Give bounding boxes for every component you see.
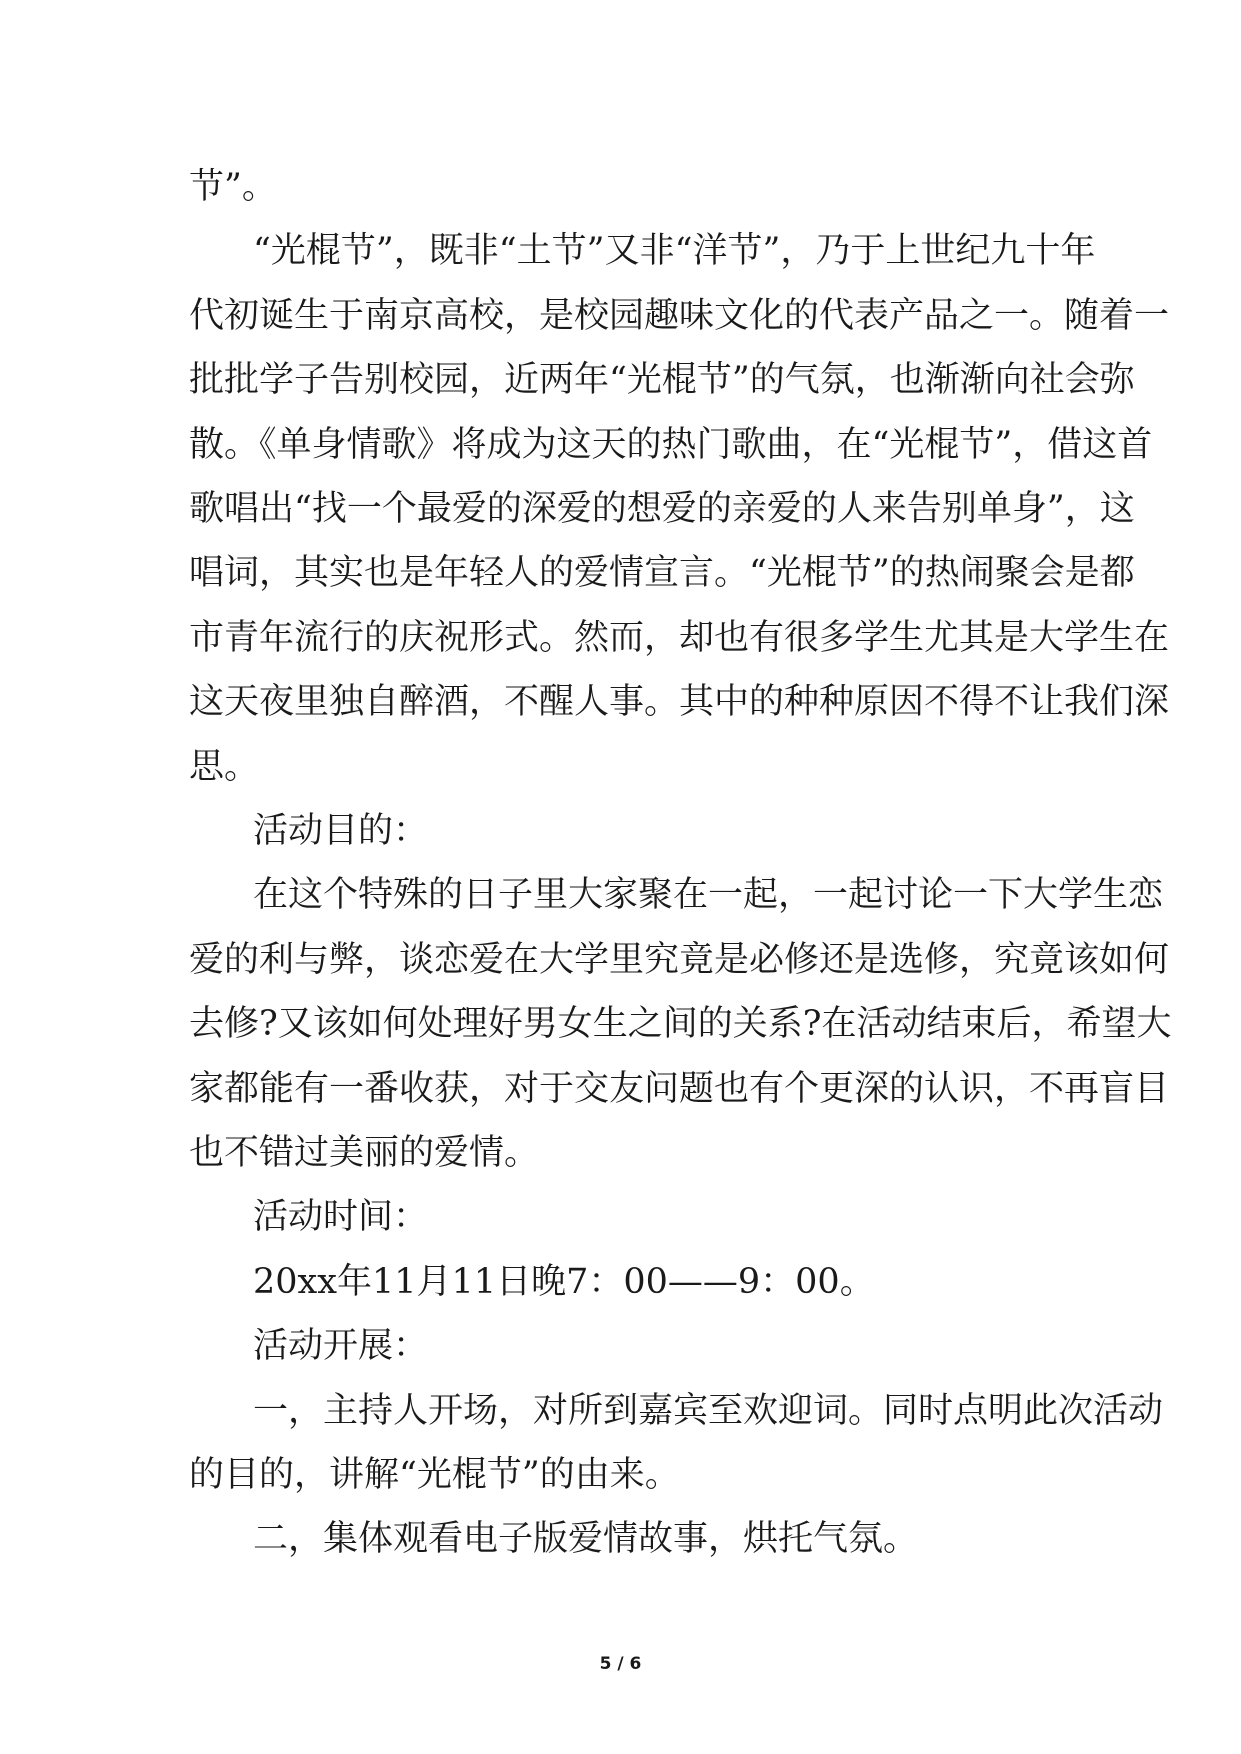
text-line: 唱词，其实也是年轻人的爱情宣言。“光棍节”的热闹聚会是都 [189,553,1135,593]
text-line: 在这个特殊的日子里大家聚在一起，一起讨论一下大学生恋 [253,875,1164,915]
text-line: 一，主持人开场，对所到嘉宾至欢迎词。同时点明此次活动 [253,1391,1164,1431]
text-line: 代初诞生于南京高校，是校园趣味文化的代表产品之一。随着一 [189,296,1170,336]
text-line: 20xx年11月11日晚7：00——9：00。 [253,1262,875,1302]
text-line: “光棍节”，既非“土节”又非“洋节”，乃于上世纪九十年 [253,231,1096,271]
page-number: 5 / 6 [599,1654,642,1674]
text-line: 思。 [189,747,260,787]
text-line: 爱的利与弊，谈恋爱在大学里究竟是必修还是选修，究竟该如何 [189,940,1170,980]
text-line: 歌唱出“找一个最爱的深爱的想爱的亲爱的人来告别单身”，这 [189,489,1135,529]
text-line: 批批学子告别校园，近两年“光棍节”的气氛，也渐渐向社会弥 [189,360,1135,400]
text-line: 二，集体观看电子版爱情故事，烘托气氛。 [253,1519,919,1559]
text-line: 这天夜里独自醉酒，不醒人事。其中的种种原因不得不让我们深 [189,682,1170,722]
section-heading: 活动时间： [253,1197,429,1237]
text-line: 市青年流行的庆祝形式。然而，却也有很多学生尤其是大学生在 [189,618,1170,658]
text-line: 的目的，讲解“光棍节”的由来。 [189,1455,680,1495]
text-line: 散。《单身情歌》将成为这天的热门歌曲，在“光棍节”，借这首 [189,425,1153,465]
text-line: 也不错过美丽的爱情。 [189,1133,540,1173]
section-heading: 活动目的： [253,811,429,851]
text-line: 家都能有一番收获，对于交友问题也有个更深的认识，不再盲目 [189,1069,1170,1109]
section-heading: 活动开展： [253,1326,429,1366]
text-line: 去修?又该如何处理好男女生之间的关系?在活动结束后，希望大 [189,1004,1172,1044]
text-line: 节”。 [189,167,277,207]
